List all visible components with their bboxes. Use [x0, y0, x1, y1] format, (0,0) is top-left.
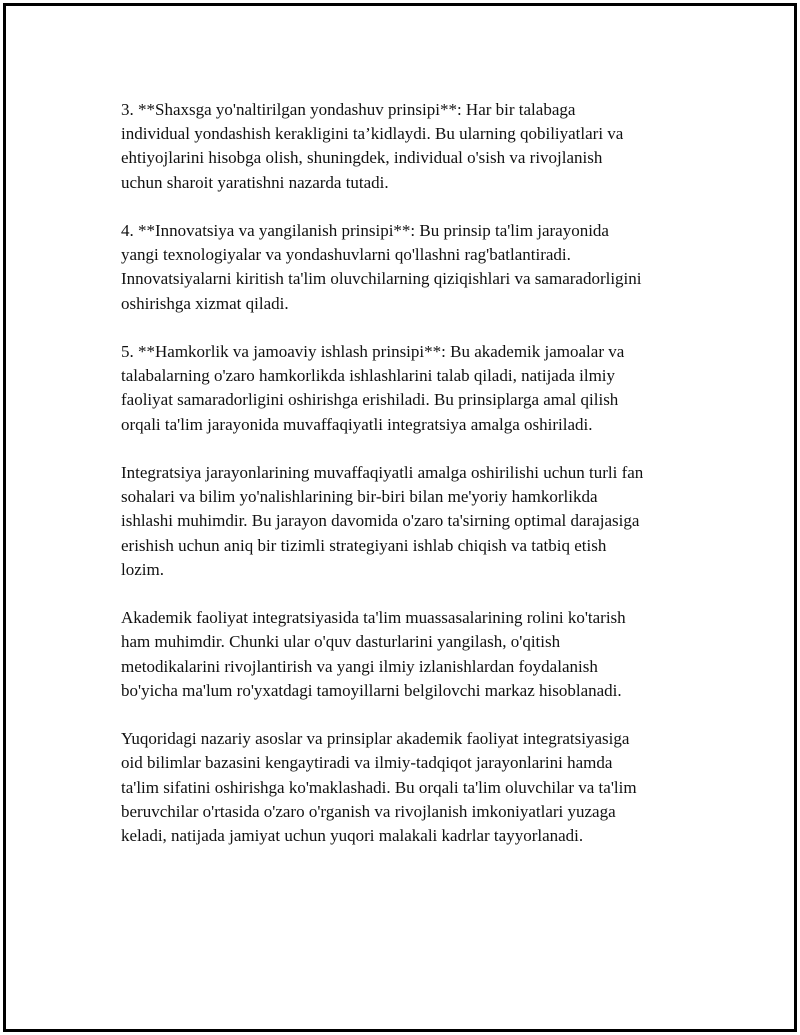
paragraph-institutions: Akademik faoliyat integratsiyasida ta'lim muassasalarining rolini ko'tarish ham muhimdir. Chunki ular o'quv dasturlarini yangilash, o'qitish metodikalarini rivojlantirish va yangi ilmiy izlanishlardan foydalanish bo'yicha ma'lum ro'yxatdagi tamoyillarni belgilovchi markaz hisoblanadi.: [121, 608, 626, 700]
paragraph-conclusion: Yuqoridagi nazariy asoslar va prinsiplar akademik faoliyat integratsiyasiga oid bilimlar bazasini kengaytiradi va ilmiy-tadqiqot jarayonlarini hamda ta'lim sifatini oshirishga ko'maklashadi. Bu orqali ta'lim oluvchilar va ta'lim beruvchilar o'rtasida o'zaro o'rganish va rivojlanish imkoniyatlari yuzaga keladi, natijada jamiyat uchun yuqori malakali kadrlar tayyorlanadi.: [121, 729, 637, 846]
document-body: [121, 98, 691, 872]
paragraph-principle-5: 5. **Hamkorlik va jamoaviy ishlash prinsipi**: Bu akademik jamoalar va talabalarning o'zaro hamkorlikda ishlashlarini talab qiladi, natijada ilmiy faoliyat samaradorligini oshirishga erishiladi. Bu prinsiplarga amal qilish orqali ta'lim jarayonida muvaffaqiyatli integratsiya amalga oshiriladi.: [121, 342, 625, 434]
paragraph-principle-4: 4. **Innovatsiya va yangilanish prinsipi**: Bu prinsip ta'lim jarayonida yangi texnologiyalar va yondashuvlarni qo'llashni rag'batlantiradi. Innovatsiyalarni kiritish ta'lim oluvchilarning qiziqishlari va samaradorligini oshirishga xizmat qiladi.: [121, 221, 642, 313]
page-frame: [3, 3, 797, 1032]
paragraph-principle-3: 3. **Shaxsga yo'naltirilgan yondashuv prinsipi**: Har bir talabaga individual yondashish kerakligini ta’kidlaydi. Bu ularning qobiliyatlari va ehtiyojlarini hisobga olish, shuningdek, individual o'sish va rivojlanish uchun sharoit yaratishni nazarda tutadi.: [121, 100, 624, 192]
paragraph-integration: Integratsiya jarayonlarining muvaffaqiyatli amalga oshirilishi uchun turli fan sohalari va bilim yo'nalishlarining bir-biri bilan me'yoriy hamkorlikda ishlashi muhimdir. Bu jarayon davomida o'zaro ta'sirning optimal darajasiga erishish uchun aniq bir tizimli strategiyani ishlab chiqish va tatbiq etish lozim.: [121, 463, 644, 579]
